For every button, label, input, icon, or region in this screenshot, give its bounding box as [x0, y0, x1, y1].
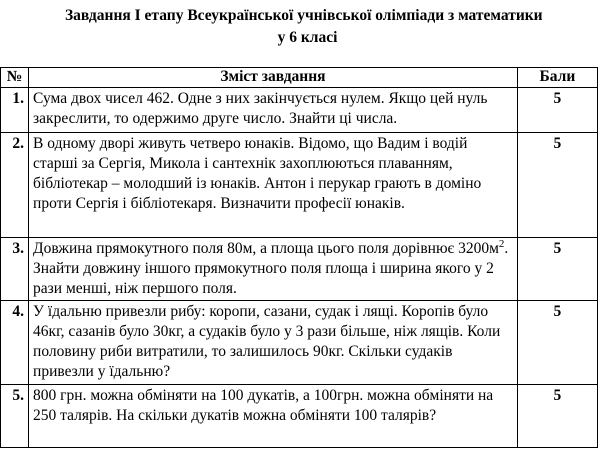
- table-row: [1, 385, 598, 448]
- task-number: 5.: [1, 385, 29, 448]
- column-header-number: №: [1, 68, 29, 88]
- task-number: 2.: [1, 133, 29, 238]
- page-subtitle: у 6 класі: [277, 29, 338, 46]
- table-row: [1, 133, 598, 238]
- column-header-task: Зміст завдання: [29, 68, 518, 88]
- task-text: [29, 238, 518, 301]
- task-text-part: . Знайти довжину іншого прямокутного поля площа і ширина якого у 2 рази менші, ніж першого поля.: [33, 240, 509, 297]
- page-title: Завдання І етапу Всеукраїнської учнівської олімпіади з математики: [65, 7, 543, 24]
- task-text-part: Довжина прямокутного поля 80м, а площа цього поля дорівнює 3200м: [33, 240, 499, 257]
- task-text: У їдальню привезли рибу: коропи, сазани, судак і лящі. Коропів було 46кг, сазанів було 30кг, а судаків було у 3 рази більше, ніж лящів. Коли половину риби витратили, то залишилось 90кг. Скільки судаків привезли у їдальню?: [29, 301, 518, 385]
- tasks-table: [0, 67, 598, 448]
- table-row: [1, 88, 598, 133]
- task-points: 5: [517, 301, 597, 385]
- column-header-points: Бали: [517, 68, 597, 88]
- task-text: 800 грн. можна обміняти на 100 дукатів, а 100грн. можна обміняти на 250 талярів. На скільки дукатів можна обміняти 100 талярів?: [29, 385, 518, 448]
- task-points: 5: [517, 238, 597, 301]
- task-number: 4.: [1, 301, 29, 385]
- table-header-row: [1, 68, 598, 88]
- table-row: [1, 301, 598, 385]
- task-points: 5: [517, 133, 597, 238]
- table-row: [1, 238, 598, 301]
- task-points: 5: [517, 385, 597, 448]
- task-points: 5: [517, 88, 597, 133]
- task-number: 1.: [1, 88, 29, 133]
- task-text: Сума двох чисел 462. Одне з них закінчується нулем. Якщо цей нуль закреслити, то одержимо друге число. Знайти ці числа.: [29, 88, 518, 133]
- task-number: 3.: [1, 238, 29, 301]
- task-text: В одному дворі живуть четверо юнаків. Відомо, що Вадим і водій старші за Сергія, Микола і сантехнік захоплюються плаванням, бібліотекар – молодший із юнаків. Антон і перукар грають в доміно проти Сергія і бібліотекаря. Визначити професії юнаків.: [29, 133, 518, 238]
- superscript-2: 2: [498, 238, 505, 250]
